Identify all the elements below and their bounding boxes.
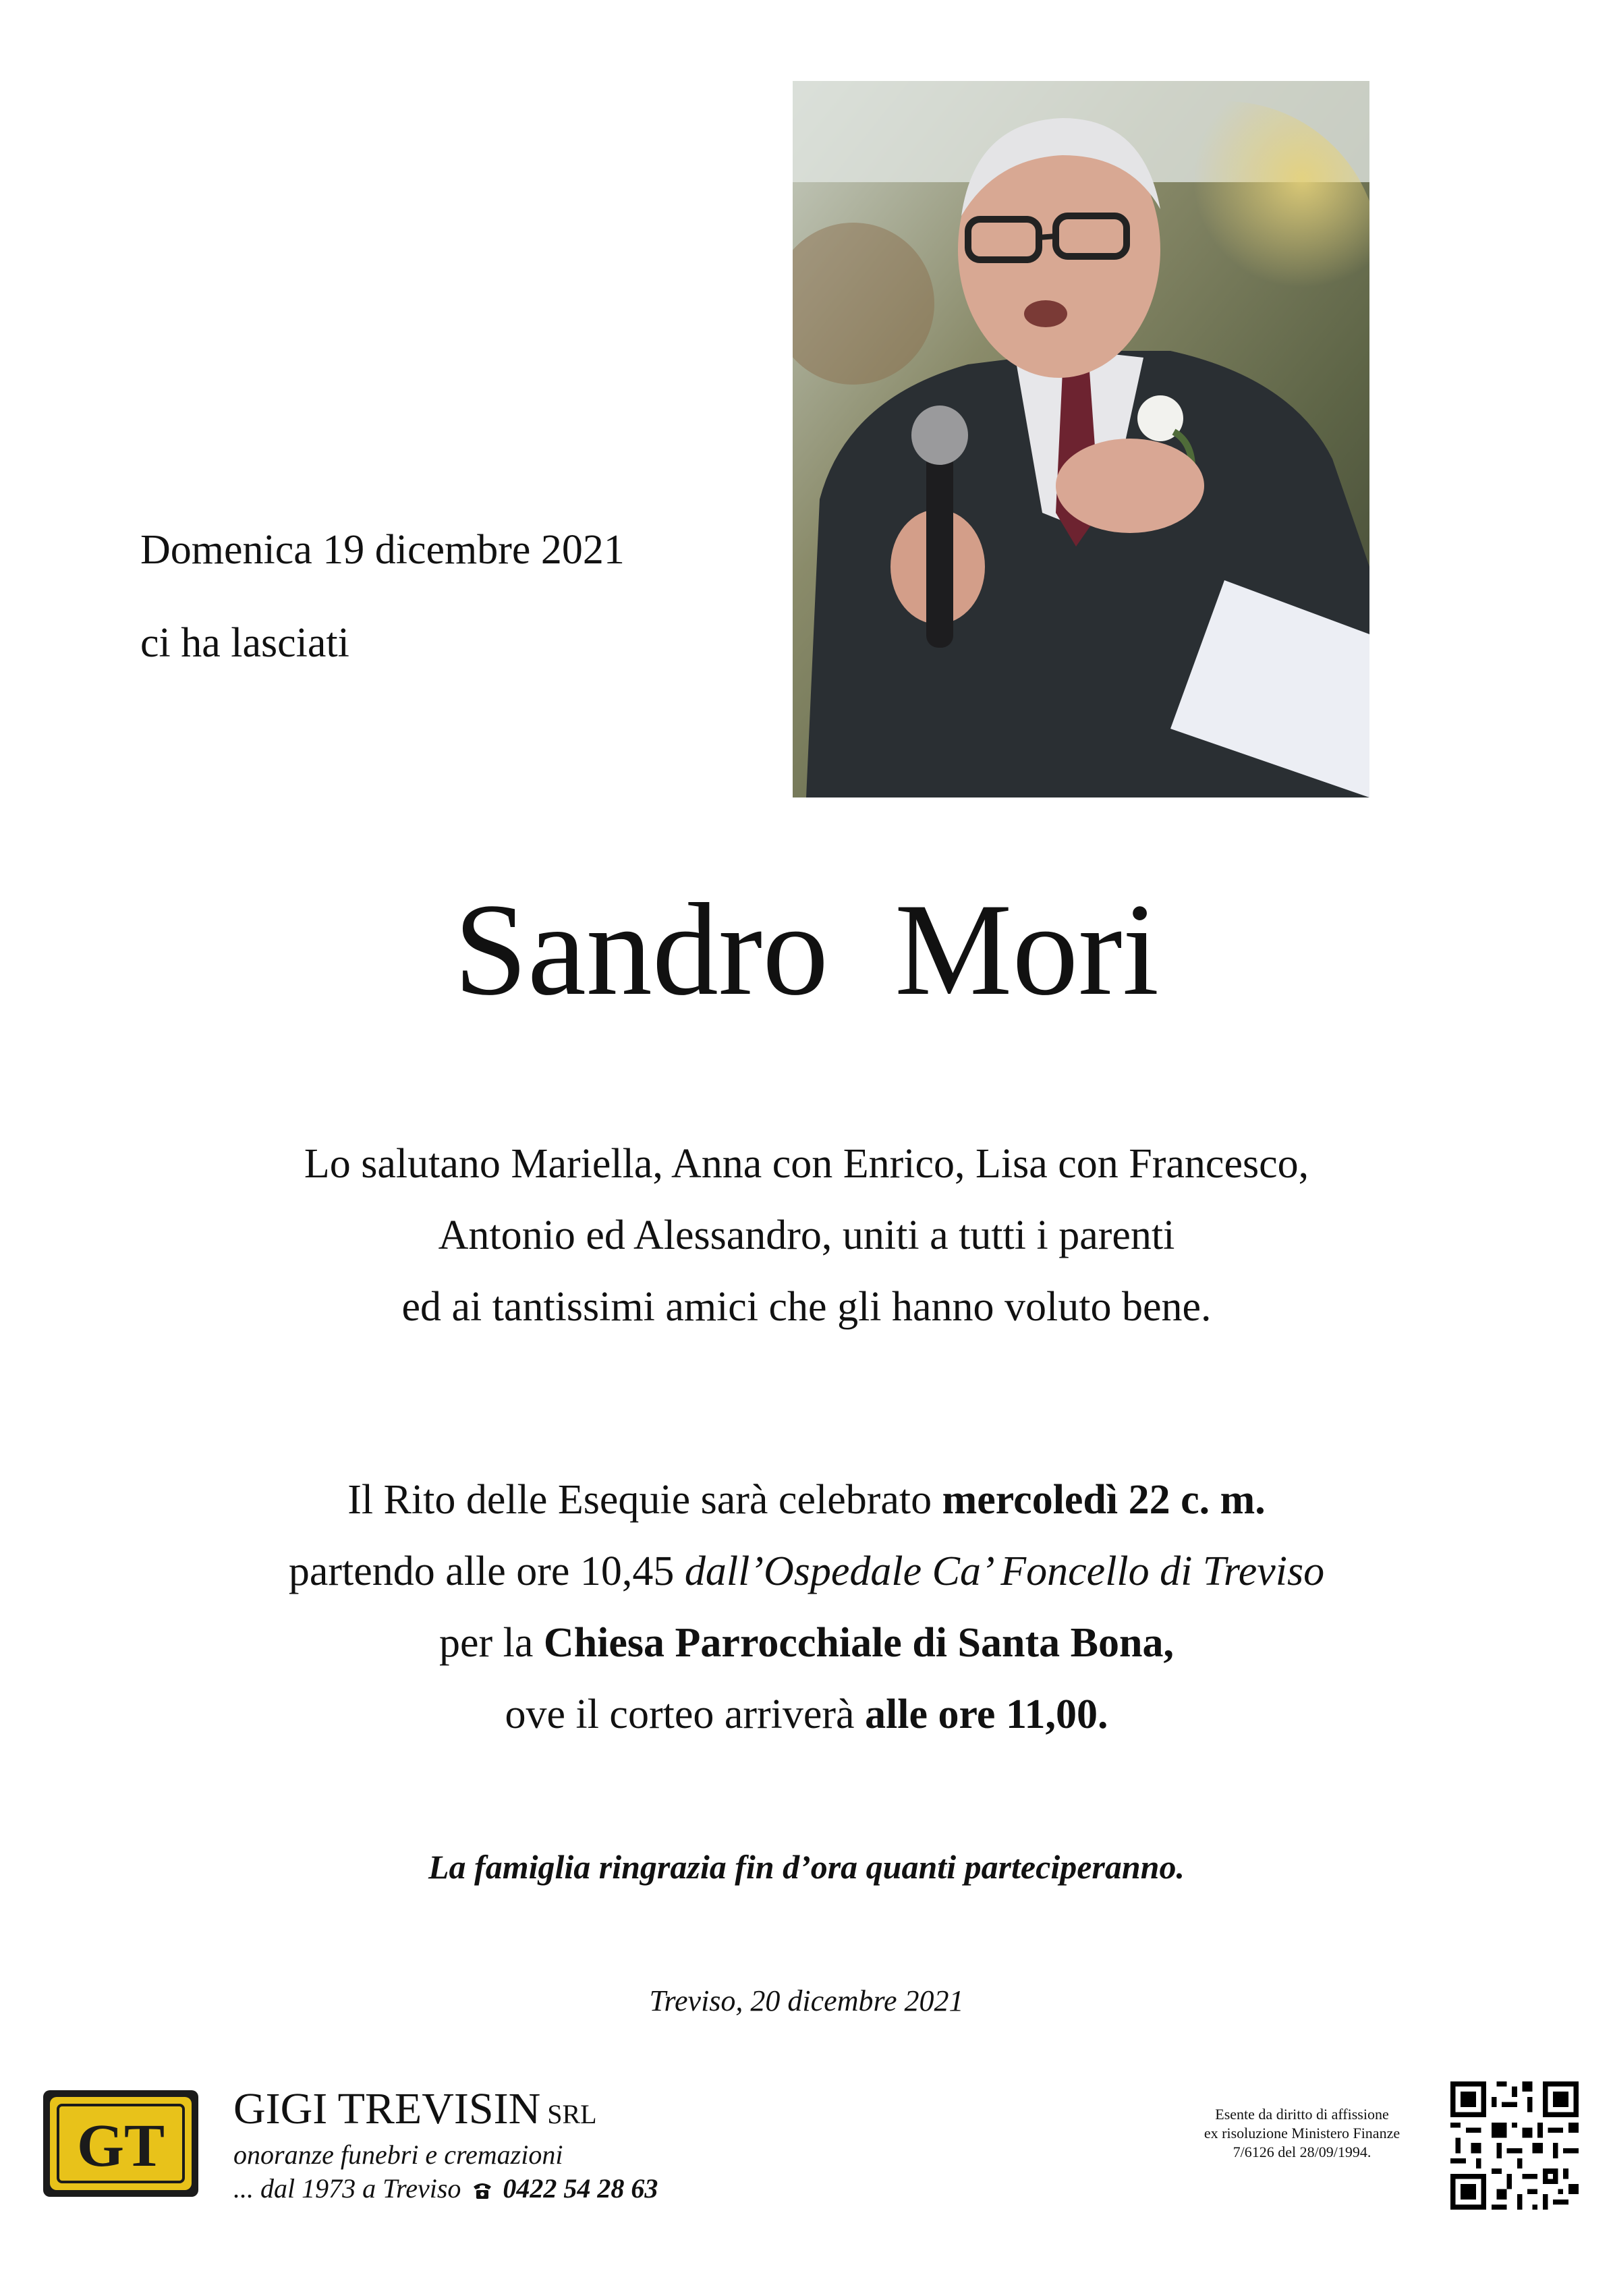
- company-phone: 0422 54 28 63: [503, 2173, 658, 2204]
- company-name: [233, 2083, 597, 2135]
- greeting-line: Lo salutano Mariella, Anna con Enrico, Lisa con Francesco,: [304, 1141, 1309, 1187]
- rite-line-3-text: per la: [439, 1620, 544, 1666]
- company-since-text: ... dal 1973 a Treviso: [233, 2173, 461, 2204]
- company-name-text: GIGI TREVISIN: [233, 2084, 541, 2133]
- phone-icon: [472, 2180, 493, 2200]
- company-logo: [43, 2090, 198, 2197]
- funeral-rite-block: [0, 1464, 1613, 1750]
- rite-line-1-text: Il Rito delle Esequie sarà celebrato: [347, 1477, 942, 1523]
- death-date: Domenica 19 dicembre 2021: [140, 527, 625, 573]
- company-tagline: onoranze funebri e cremazioni: [233, 2139, 563, 2170]
- rite-date: mercoledì 22 c. m.: [942, 1477, 1266, 1523]
- tax-note-line: 7/6126 del 28/09/1994.: [1233, 2144, 1371, 2160]
- rite-arrival-time: alle ore 11,00.: [865, 1691, 1108, 1737]
- tax-note-line: Esente da diritto di affissione: [1215, 2106, 1389, 2123]
- rite-line-2: [0, 1536, 1613, 1607]
- company-suffix: SRL: [547, 2099, 597, 2129]
- company-since-line: [233, 2173, 658, 2204]
- rite-church: Chiesa Parrocchiale di Santa Bona,: [543, 1620, 1174, 1666]
- place-and-date: Treviso, 20 dicembre 2021: [649, 1984, 964, 2017]
- tax-note-line: ex risoluzione Ministero Finanze: [1204, 2125, 1400, 2141]
- rite-line-4-text: ove il corteo arriverà: [505, 1691, 866, 1737]
- qr-code: [1450, 2081, 1579, 2210]
- deceased-name: Sandro Mori: [453, 876, 1160, 1023]
- greeting-line: ed ai tantissimi amici che gli hanno voluto bene.: [401, 1284, 1212, 1330]
- rite-line-3: [0, 1607, 1613, 1679]
- rite-departure-place: dall’Ospedale Ca’ Foncello di Treviso: [684, 1548, 1325, 1594]
- greeting-line: Antonio ed Alessandro, uniti a tutti i parenti: [438, 1212, 1175, 1258]
- rite-line-1: [0, 1464, 1613, 1536]
- family-thanks: La famiglia ringrazia fin d’ora quanti parteciperanno.: [428, 1848, 1185, 1886]
- tax-exemption-note: [1177, 2105, 1427, 2162]
- portrait-photo: [793, 81, 1369, 797]
- logo-monogram: GT: [76, 2112, 165, 2179]
- passed-away-line: ci ha lasciati: [140, 620, 349, 666]
- rite-line-4: [0, 1679, 1613, 1750]
- rite-line-2-text: partendo alle ore 10,45: [288, 1548, 685, 1594]
- greeting-block: [0, 1128, 1613, 1343]
